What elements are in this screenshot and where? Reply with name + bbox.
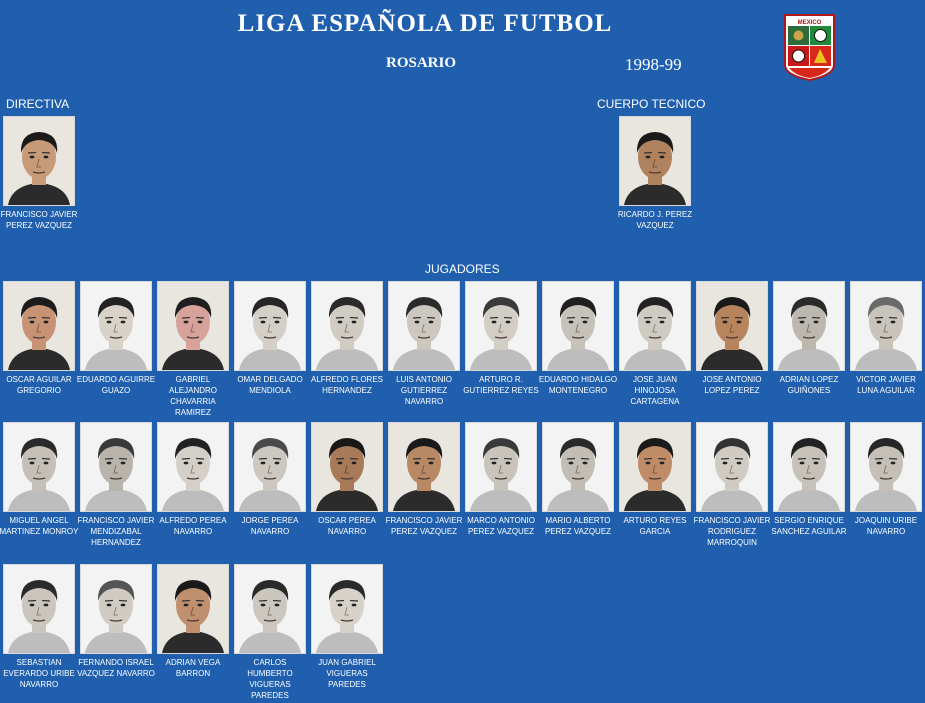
season: 1998-99 [625, 55, 682, 74]
player-name: SERGIO ENRIQUE SANCHEZ AGUILAR [771, 516, 847, 536]
player-name: JORGE PEREA NAVARRO [241, 516, 299, 536]
player-card [619, 281, 691, 407]
player-card [385, 422, 463, 537]
portrait-photo [234, 281, 306, 371]
player-name: CARLOS HUMBERTO VIGUERAS PAREDES [247, 658, 293, 700]
player-name: JOSE JUAN HINOJOSA CARTAGENA [630, 375, 680, 406]
player-name: ARTURO REYES GARCIA [623, 516, 687, 536]
portrait-photo [3, 116, 75, 206]
page-title: LIGA ESPAÑOLA DE FUTBOL [237, 10, 613, 37]
player-card [157, 281, 229, 418]
player-name: ADRIAN LOPEZ GUIÑONES [779, 375, 839, 395]
player-name: FRANCISCO JAVIER MENDIZABAL HERNANDEZ [77, 516, 155, 547]
player-name: MARIO ALBERTO PEREZ VAZQUEZ [544, 516, 612, 536]
player-card [77, 564, 155, 679]
portrait-photo [311, 422, 383, 512]
player-name: MIGUEL ANGEL MARTINEZ MONROY [0, 516, 79, 536]
player-card [850, 422, 922, 537]
portrait-photo [311, 281, 383, 371]
player-card [157, 564, 229, 679]
player-card [619, 422, 691, 537]
player-card [234, 564, 306, 701]
player-name: EDUARDO HIDALGO MONTENEGRO [538, 375, 618, 395]
portrait-photo [696, 422, 768, 512]
portrait-photo [234, 422, 306, 512]
player-card [538, 281, 618, 396]
portrait-photo [3, 422, 75, 512]
player-card [0, 116, 78, 231]
player-name: JUAN GABRIEL VIGUERAS PAREDES [318, 658, 376, 689]
portrait-photo [619, 422, 691, 512]
portrait-photo [80, 281, 152, 371]
player-name: FERNANDO ISRAEL VAZQUEZ NAVARRO [77, 658, 155, 678]
player-card [77, 422, 155, 548]
player-card [0, 422, 79, 537]
player-card [619, 116, 691, 231]
player-card [311, 564, 383, 690]
player-name: ARTURO R. GUTIERREZ REYES [463, 375, 539, 395]
player-name: FRANCISCO JAVIER PEREZ VAZQUEZ [385, 516, 463, 536]
player-card [311, 422, 383, 537]
team-name: ROSARIO [386, 55, 457, 71]
portrait-photo [157, 564, 229, 654]
player-card [311, 281, 383, 396]
player-card [157, 422, 229, 537]
portrait-photo [3, 281, 75, 371]
player-card [3, 564, 75, 690]
player-card [773, 422, 845, 537]
section-jugadores: JUGADORES [425, 262, 500, 276]
player-name: OSCAR AGUILAR GREGORIO [6, 375, 72, 395]
player-name: SEBASTIAN EVERARDO URIBE NAVARRO [3, 658, 75, 689]
portrait-photo [542, 422, 614, 512]
portrait-photo [3, 564, 75, 654]
portrait-photo [619, 116, 691, 206]
portrait-photo [465, 422, 537, 512]
portrait-photo [157, 281, 229, 371]
player-card [3, 281, 75, 396]
player-card [388, 281, 460, 407]
directiva-name: FRANCISCO JAVIER PEREZ VAZQUEZ [0, 210, 78, 230]
portrait-photo [465, 281, 537, 371]
player-card [850, 281, 922, 396]
portrait-photo [542, 281, 614, 371]
crest-logo [783, 13, 836, 82]
portrait-photo [850, 422, 922, 512]
player-name: VICTOR JAVIER LUNA AGUILAR [856, 375, 916, 395]
portrait-photo [773, 422, 845, 512]
player-card [465, 422, 537, 537]
player-name: OSCAR PEREA NAVARRO [318, 516, 376, 536]
player-name: FRANCISCO JAVIER RODRIGUEZ MARROQUIN [693, 516, 771, 547]
portrait-photo [696, 281, 768, 371]
portrait-photo [619, 281, 691, 371]
portrait-photo [311, 564, 383, 654]
staff-name: RICARDO J. PEREZ VAZQUEZ [617, 210, 693, 230]
portrait-photo [234, 564, 306, 654]
player-name: OMAR DELGADO MENDIOLA [237, 375, 303, 395]
player-name: ALFREDO FLORES HERNANDEZ [310, 375, 383, 395]
portrait-photo [850, 281, 922, 371]
player-name: JOSE ANTONIO LOPEZ PEREZ [702, 375, 762, 395]
player-card [76, 281, 156, 396]
portrait-photo [80, 564, 152, 654]
player-name: JOAQUIN URIBE NAVARRO [854, 516, 918, 536]
portrait-photo [773, 281, 845, 371]
portrait-photo [388, 281, 460, 371]
player-card [693, 422, 771, 548]
section-cuerpo-tecnico: CUERPO TECNICO [597, 97, 706, 111]
player-card [542, 422, 614, 537]
player-card [773, 281, 845, 396]
portrait-photo [80, 422, 152, 512]
player-name: MARCO ANTONIO PEREZ VAZQUEZ [467, 516, 535, 536]
player-card [696, 281, 768, 396]
player-name: ADRIAN VEGA BARRON [165, 658, 221, 678]
player-name: GABRIEL ALEJANDRO CHAVARRIA RAMIREZ [168, 375, 217, 417]
player-card [234, 422, 306, 537]
player-name: LUIS ANTONIO GUTIERREZ NAVARRO [396, 375, 452, 406]
portrait-photo [157, 422, 229, 512]
player-card [234, 281, 306, 396]
player-name: EDUARDO AGUIRRE GUAZO [76, 375, 156, 395]
player-card [465, 281, 537, 396]
player-name: ALFREDO PEREA NAVARRO [159, 516, 227, 536]
portrait-photo [388, 422, 460, 512]
svg-text:MEXICO: MEXICO [797, 20, 822, 26]
section-directiva: DIRECTIVA [6, 97, 70, 111]
